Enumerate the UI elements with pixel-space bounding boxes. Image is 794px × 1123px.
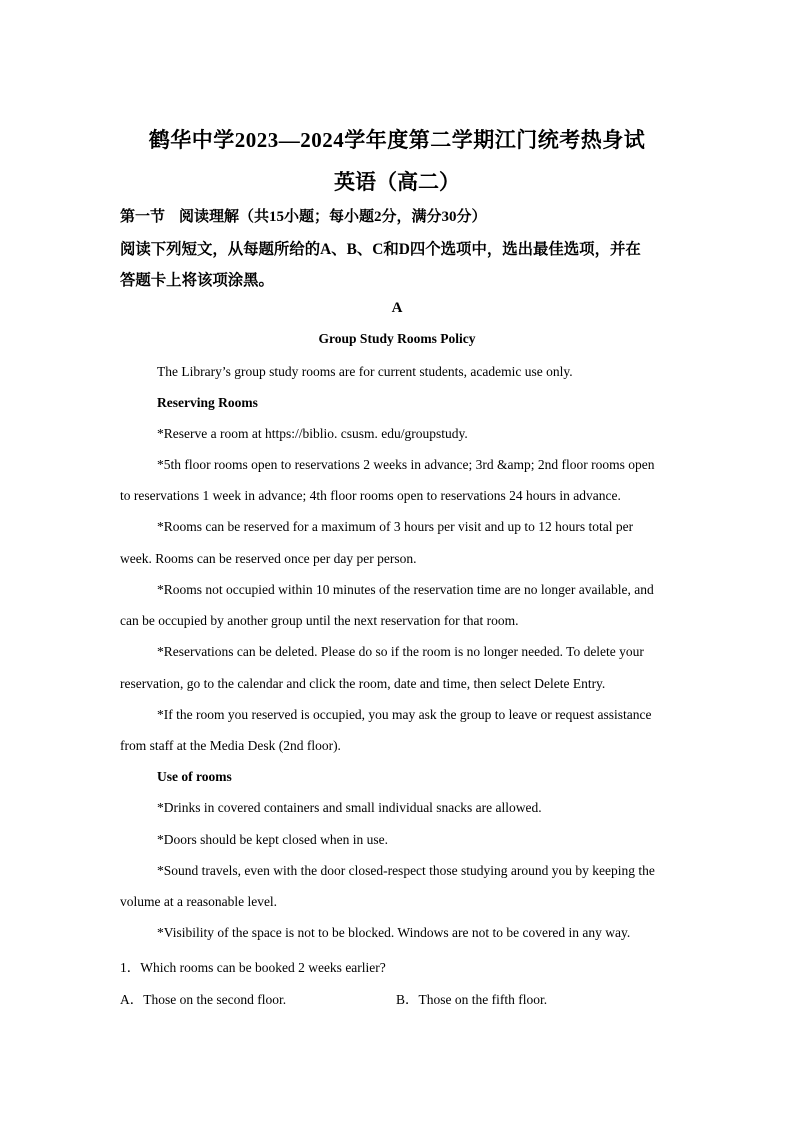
instructions-line-2: 答题卡上将该项涂黑。 <box>120 272 274 289</box>
reserve-rule-4-line-1: *Rooms not occupied within 10 minutes of the reservation time are no longer available, and <box>157 582 654 597</box>
question-1-option-a: A．Those on the second floor. <box>120 992 287 1007</box>
section-name: 阅读理解（共15小题；每小题2分，满分30分） <box>179 209 487 225</box>
reserve-rule-3-line-1: *Rooms can be reserved for a maximum of 3 hours per visit and up to 12 hours total per <box>157 519 634 534</box>
use-rule-3-line-2: volume at a reasonable level. <box>120 894 278 909</box>
reserve-rule-2-line-2: to reservations 1 week in advance; 4th floor rooms open to reservations 24 hours in advance. <box>120 488 621 503</box>
question-1-stem: 1．Which rooms can be booked 2 weeks earlier? <box>120 960 386 975</box>
exam-subtitle: 英语（高二） <box>334 170 460 194</box>
reserve-rule-6-line-2: from staff at the Media Desk (2nd floor). <box>120 738 341 753</box>
reserve-rule-6-line-1: *If the room you reserved is occupied, you may ask the group to leave or request assistance <box>157 707 652 722</box>
use-rule-4: *Visibility of the space is not to be blocked. Windows are not to be covered in any way. <box>157 925 631 940</box>
use-rule-3-line-1: *Sound travels, even with the door closed-respect those studying around you by keeping the <box>157 863 655 878</box>
reserve-rule-2-line-1: *5th floor rooms open to reservations 2 weeks in advance; 3rd &amp; 2nd floor rooms open <box>157 457 655 472</box>
reserve-rule-5-line-2: reservation, go to the calendar and click the room, date and time, then select Delete Entry. <box>120 676 606 691</box>
passage-title: Group Study Rooms Policy <box>318 331 476 346</box>
reserve-rule-3-line-2: week. Rooms can be reserved once per day per person. <box>120 551 417 566</box>
question-1-option-b: B．Those on the fifth floor. <box>396 992 548 1007</box>
use-rule-2: *Doors should be kept closed when in use. <box>157 832 388 847</box>
reserve-rule-1: *Reserve a room at https://biblio. csusm. edu/groupstudy. <box>157 426 468 441</box>
section-number: 第一节 <box>120 209 166 225</box>
instructions-line-1: 阅读下列短文，从每题所给的A、B、C和D四个选项中，选出最佳选项，并在 <box>120 241 641 258</box>
passage-letter: A <box>391 300 403 316</box>
heading-use-of-rooms: Use of rooms <box>157 769 232 784</box>
passage-intro: The Library’s group study rooms are for current students, academic use only. <box>157 364 573 379</box>
reserve-rule-5-line-1: *Reservations can be deleted. Please do so if the room is no longer needed. To delete your <box>157 644 644 659</box>
reserve-rule-4-line-2: can be occupied by another group until the next reservation for that room. <box>120 613 519 628</box>
use-rule-1: *Drinks in covered containers and small individual snacks are allowed. <box>157 800 542 815</box>
section-heading <box>120 205 487 226</box>
exam-title: 鹤华中学2023—2024学年度第二学期江门统考热身试 <box>148 128 646 152</box>
heading-reserving-rooms: Reserving Rooms <box>157 395 258 410</box>
